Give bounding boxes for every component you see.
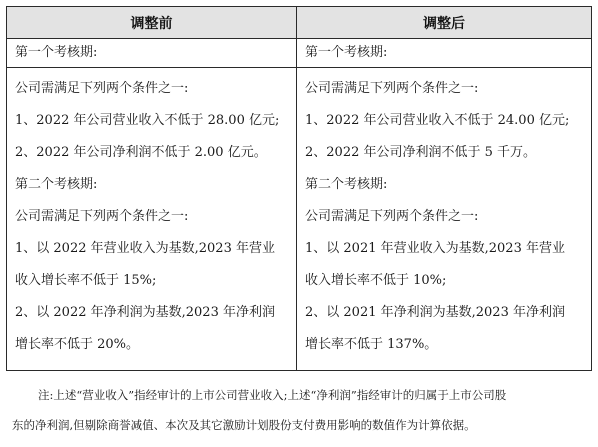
column-divider <box>296 7 297 370</box>
first-period-label-after: 第一个考核期: <box>305 45 388 60</box>
header-before: 调整前 <box>7 7 296 38</box>
before-line: 增长率不低于 20%。 <box>15 337 140 352</box>
footnote-line-2: 东的净利润,但剔除商誉减值、本次及其它激励计划股份支付费用影响的数值作为计算依据。 <box>12 418 476 432</box>
after-line: 增长率不低于 137%。 <box>305 337 438 352</box>
row-divider <box>7 38 591 39</box>
before-line: 公司需满足下列两个条件之一: <box>15 81 189 96</box>
after-line: 1、以 2021 年营业收入为基数,2023 年营业 <box>305 241 565 256</box>
after-line: 1、2022 年公司营业收入不低于 24.00 亿元; <box>305 113 570 128</box>
footnote-line-1: 注:上述“营业收入”指经审计的上市公司营业收入;上述“净利润”指经审计的归属于上市公司股 <box>38 388 507 402</box>
header-after: 调整后 <box>297 7 591 38</box>
first-period-label-before: 第一个考核期: <box>15 45 98 60</box>
after-line: 2、2022 年公司净利润不低于 5 千万。 <box>305 145 537 160</box>
before-line: 公司需满足下列两个条件之一: <box>15 209 189 224</box>
assessment-table <box>6 6 592 371</box>
before-line: 2、2022 年公司净利润不低于 2.00 亿元。 <box>15 145 267 160</box>
before-line: 收入增长率不低于 15%; <box>15 273 157 288</box>
after-line: 收入增长率不低于 10%; <box>305 273 447 288</box>
before-line: 1、以 2022 年营业收入为基数,2023 年营业 <box>15 241 275 256</box>
before-line: 2、以 2022 年净利润为基数,2023 年净利润 <box>15 305 275 320</box>
after-line: 公司需满足下列两个条件之一: <box>305 209 479 224</box>
after-line: 第二个考核期: <box>305 177 388 192</box>
before-line: 第二个考核期: <box>15 177 98 192</box>
row-divider <box>7 67 591 68</box>
before-line: 1、2022 年公司营业收入不低于 28.00 亿元; <box>15 113 280 128</box>
after-line: 2、以 2021 年净利润为基数,2023 年净利润 <box>305 305 565 320</box>
after-line: 公司需满足下列两个条件之一: <box>305 81 479 96</box>
